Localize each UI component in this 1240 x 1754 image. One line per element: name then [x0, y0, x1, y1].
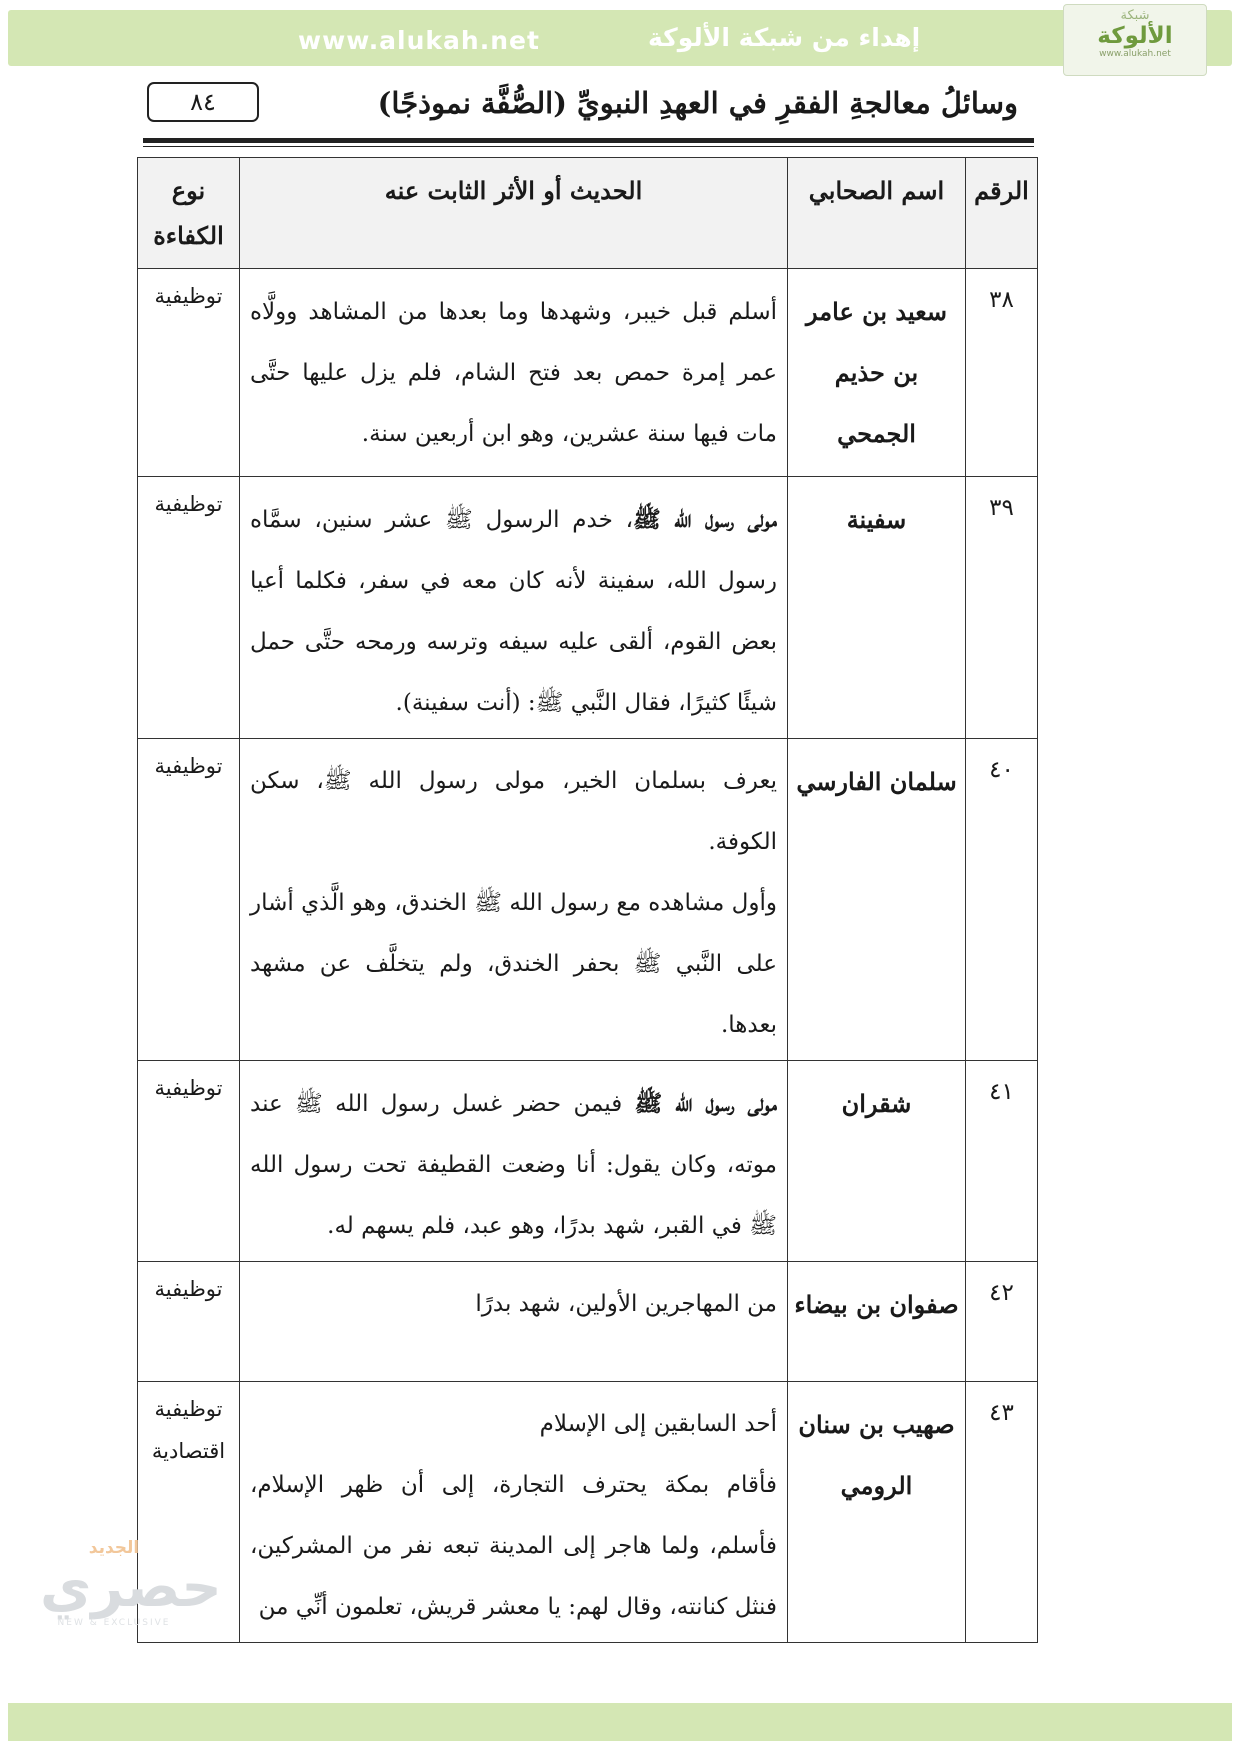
row-name: صفوان بن بيضاء: [788, 1262, 966, 1382]
row-extra: وأول مشاهده مع رسول الله ﷺ الخندق، وهو الَّذي أشار على النَّبي ﷺ بحفر الخندق، ولم يتخلَّف عن مشهد بعدها.: [250, 890, 777, 1038]
row-body: فيمن حضر غسل رسول الله ﷺ عند موته، وكان يقول: أنا وضعت القطيفة تحت رسول الله ﷺ في القبر، شهد بدرًا، وهو عبد، فلم يسهم له.: [250, 1091, 777, 1239]
row-type: [138, 1262, 240, 1382]
table-row: [138, 739, 1038, 1061]
row-num: ٤٢: [966, 1262, 1038, 1382]
row-name: شقران: [788, 1061, 966, 1262]
exclusive-stamp: [40, 1532, 222, 1650]
header-rule-thin: [143, 146, 1034, 147]
header-type: نوع الكفاءة: [138, 158, 240, 269]
row-body: من المهاجرين الأولين، شهد بدرًا: [475, 1291, 777, 1317]
row-type: [138, 269, 240, 477]
row-text: [240, 1382, 788, 1643]
alukah-logo: [1063, 4, 1207, 76]
row-text: [240, 1061, 788, 1262]
row-extra: فأقام بمكة يحترف التجارة، إلى أن ظهر الإسلام، فأسلم، ولما هاجر إلى المدينة تبعه نفر من المشركين، فنثل كنانته، وقال لهم: يا معشر قريش، تعلمون أنِّي من: [250, 1472, 777, 1620]
row-text: [240, 477, 788, 739]
top-banner: [8, 10, 1232, 66]
row-num: ٣٨: [966, 269, 1038, 477]
row-type-label: توظيفية: [154, 1277, 223, 1301]
row-name: سلمان الفارسي: [788, 739, 966, 1061]
header-text: الحديث أو الأثر الثابت عنه: [240, 158, 788, 269]
table-header-row: [138, 158, 1038, 269]
footer-band: [8, 1703, 1232, 1741]
row-name: سعيد بن عامر بن حذيم الجمحي: [788, 269, 966, 477]
row-lead: مولى رسول الله ﷺ: [633, 506, 777, 533]
row-type: [138, 739, 240, 1061]
row-type: [138, 1061, 240, 1262]
row-body: أسلم قبل خيبر، وشهدها وما بعدها من المشاهد وولَّاه عمر إمرة حمص بعد فتح الشام، فلم يزل عليها حتَّى مات فيها سنة عشرين، وهو ابن أربعين سنة.: [250, 299, 777, 447]
header-name: اسم الصحابي: [788, 158, 966, 269]
row-name: صهيب بن سنان الرومي: [788, 1382, 966, 1643]
header-num: الرقم: [966, 158, 1038, 269]
row-type-label: توظيفية: [154, 754, 223, 778]
logo-main-text: الألوكة: [1097, 23, 1173, 49]
row-num: ٤٠: [966, 739, 1038, 1061]
row-num: ٤١: [966, 1061, 1038, 1262]
row-num: ٤٣: [966, 1382, 1038, 1643]
row-type-label: توظيفية: [154, 1397, 223, 1421]
row-type-label-2: اقتصادية: [151, 1439, 226, 1463]
table-row: [138, 1262, 1038, 1382]
row-body: ، خدم الرسول ﷺ عشر سنين، سمَّاه رسول الله، سفينة لأنه كان معه في سفر، فكلما أعيا بعض القوم، ألقى عليه سيفه وترسه ورمحه حتَّى حمل شيئًا كثيرًا، فقال النَّبي ﷺ: (أنت سفينة).: [250, 507, 777, 716]
stamp-new-text: الجديد: [88, 1538, 140, 1558]
banner-gift-text: إهداء من شبكة الألوكة: [648, 23, 921, 52]
row-type-label: توظيفية: [154, 284, 223, 308]
row-num: ٣٩: [966, 477, 1038, 739]
row-text: [240, 1262, 788, 1382]
row-type: [138, 477, 240, 739]
companions-table: [137, 157, 1038, 1643]
logo-top-text: شبكة: [1120, 8, 1150, 23]
page-number: ٨٤: [147, 82, 259, 122]
header-rule-thick: [143, 138, 1034, 143]
row-type-label: توظيفية: [154, 492, 223, 516]
row-name: سفينة: [788, 477, 966, 739]
row-type-label: توظيفية: [154, 1076, 223, 1100]
running-title: وسائلُ معالجةِ الفقرِ في العهدِ النبويِّ (الصُّفَّة نموذجًا): [377, 86, 1018, 120]
table-row: [138, 269, 1038, 477]
stamp-main-text: حصري: [40, 1555, 222, 1620]
row-text: [240, 269, 788, 477]
table-row: [138, 1061, 1038, 1262]
table-row: [138, 477, 1038, 739]
table-row: [138, 1382, 1038, 1643]
logo-url-text: www.alukah.net: [1099, 49, 1171, 59]
stamp-sub-text: NEW & EXCLUSIVE: [57, 1618, 171, 1628]
banner-url[interactable]: www.alukah.net: [298, 26, 540, 55]
row-body: يعرف بسلمان الخير، مولى رسول الله ﷺ، سكن الكوفة.: [250, 768, 777, 855]
row-body: أحد السابقين إلى الإسلام: [539, 1411, 777, 1437]
row-lead: مولى رسول الله ﷺ: [634, 1090, 777, 1117]
row-text: [240, 739, 788, 1061]
